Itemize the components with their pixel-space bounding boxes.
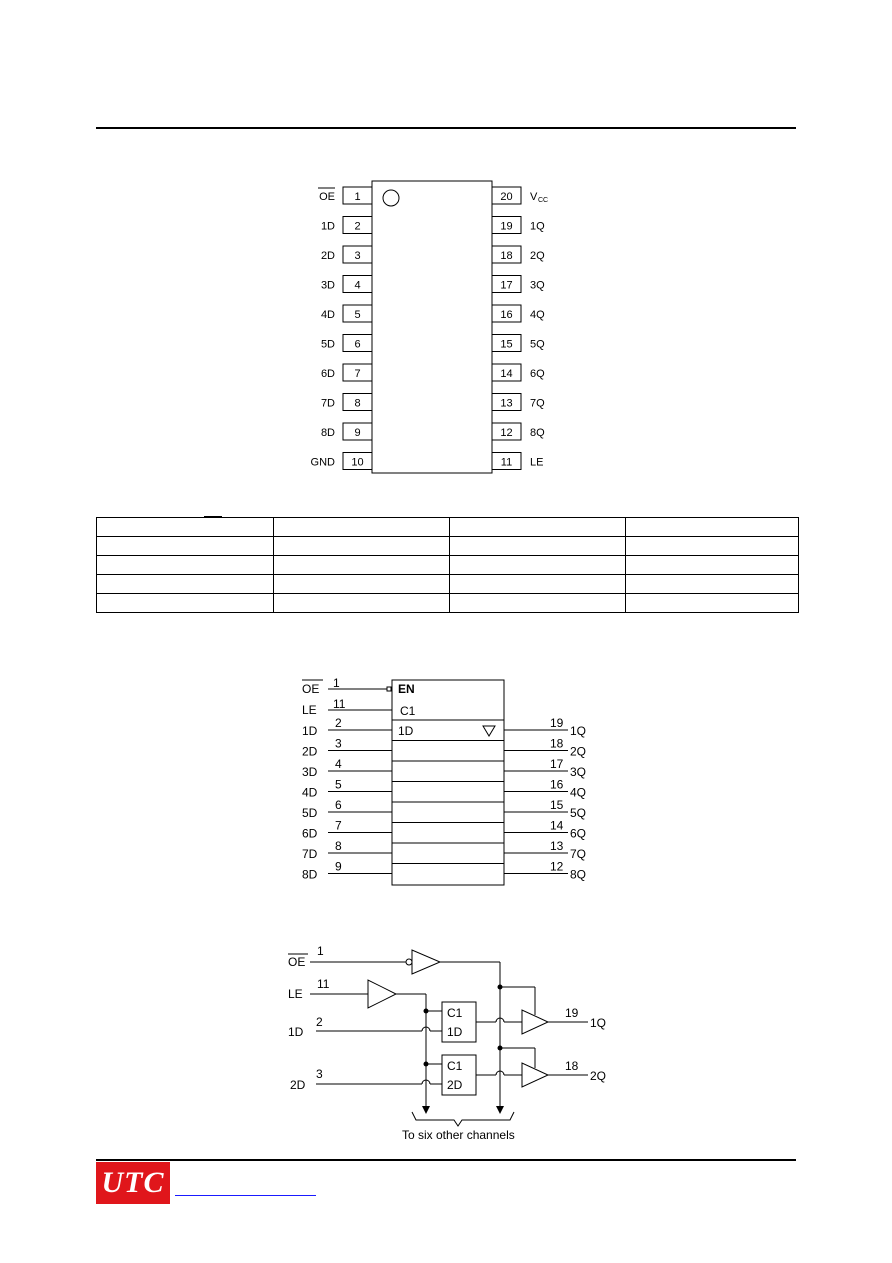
table-cell [450,537,626,556]
table-cell [97,575,274,594]
table-cell [626,575,799,594]
input-label: 4D [302,785,318,800]
c1-label: C1 [400,704,416,718]
pin-label: 5D [320,338,335,351]
input-pin-number: 9 [335,859,342,874]
pin-number: 19 [500,220,513,233]
input-pin-number: 3 [335,736,342,751]
footer-link-underline[interactable] [175,1195,316,1197]
le-pin-number: 11 [333,697,346,711]
table-row [97,556,799,575]
oe-pin-number: 1 [317,944,324,958]
output-pin-number: 18 [550,736,564,751]
channels-bracket [412,1112,514,1126]
input-label: 5D [302,806,318,820]
input-pin-number: 4 [335,757,342,771]
pin-number: 17 [500,279,513,292]
logic-symbol-diagram [290,672,600,892]
pin-number: 4 [354,279,361,292]
pin-label: 6Q [530,368,545,380]
table-cell [274,537,450,556]
pin-label: 7Q [530,397,545,410]
footer-rule [96,1159,796,1161]
table-row [97,594,799,613]
pin-label: 5Q [530,338,545,351]
input-pin-number: 8 [335,839,342,853]
pin-number: 12 [500,427,513,439]
table-row [97,518,799,537]
pin-label: 2D [320,250,335,262]
pin-label: 1D [320,220,335,233]
pin-label: V [530,191,538,203]
input-1d-pin-number: 2 [316,1015,323,1029]
pin-number: 20 [500,191,513,203]
table-cell [97,518,274,537]
output-pin-number: 14 [550,818,564,833]
pin-label: 3D [320,279,335,292]
output-label: 8Q [570,867,587,882]
output-pin-number: 16 [550,777,564,792]
pin-number: 8 [354,397,361,410]
arrow-down-icon [422,1106,430,1114]
pin-number: 16 [500,309,513,321]
table-cell [450,594,626,613]
pin-label: 8Q [530,427,545,439]
latch-1-c1-label: C1 [447,1006,463,1020]
table-cell [274,594,450,613]
le-buffer-icon [368,980,396,1008]
table-cell [97,537,274,556]
table-cell [626,594,799,613]
input-label: 1D [302,724,318,738]
table-cell [274,556,450,575]
le-pin-number: 11 [317,977,330,991]
pin-number: 5 [354,309,361,321]
pin-number: 11 [500,456,513,469]
le-label: LE [302,703,317,717]
pin-label-subscript: CC [538,197,549,204]
table-cell [626,518,799,537]
pin-label: OE [319,191,335,203]
output-1q-label: 1Q [590,1016,607,1030]
table-cell [626,556,799,575]
output-label: 2Q [570,744,587,759]
pin-label: 2Q [530,250,545,262]
output-label: 4Q [570,785,587,800]
pin1-marker [383,190,399,206]
oe-overbar [204,516,222,517]
table-cell [450,518,626,537]
pin-number: 9 [354,427,361,439]
input-label: 8D [302,867,318,882]
inversion-icon [387,687,391,691]
input-label: 7D [302,847,318,861]
input-pin-number: 5 [335,777,342,792]
table-cell [450,556,626,575]
pin-label: 7D [320,397,335,410]
table-row [97,537,799,556]
oe-pin-number: 1 [333,676,340,690]
pin-number: 6 [354,338,361,351]
output-label: 3Q [570,765,587,779]
channels-caption: To six other channels [402,1128,515,1142]
pin-label: 1Q [530,220,545,233]
pin-label: 4D [320,309,335,321]
output-label: 1Q [570,724,587,738]
pin-label: LE [530,456,544,469]
output-label: 5Q [570,806,587,820]
oe-buffer-icon [412,950,440,974]
input-pin-number: 7 [335,818,342,833]
logic-diagram [280,940,640,1150]
pin-configuration-diagram [290,175,570,480]
header-rule [96,127,796,129]
pin-label: 4Q [530,309,545,321]
oe-label: OE [288,955,306,969]
latch-2-c1-label: C1 [447,1059,463,1073]
utc-logo [96,1162,170,1204]
latch-1-d-label: 1D [447,1025,463,1039]
output-pin-number: 13 [550,839,564,853]
output-pin-number: 17 [550,757,564,771]
table-row [97,575,799,594]
table-cell [450,575,626,594]
pin-label: 8D [320,427,335,439]
latch-2-d-label: 2D [447,1078,463,1092]
input-pin-number: 2 [335,716,342,730]
pin-number: 15 [500,338,513,351]
input-label: 2D [302,744,318,759]
en-label: EN [398,682,415,696]
pin-number: 13 [500,397,513,410]
pin-number: 2 [354,220,361,233]
arrow-down-icon [496,1106,504,1114]
input-1d-label: 1D [288,1025,304,1039]
output-label: 6Q [570,826,587,841]
function-table [96,517,799,613]
le-label: LE [288,987,303,1001]
pin-number: 7 [354,368,361,380]
output-pin-number: 12 [550,859,564,874]
pin-label: 3Q [530,279,545,292]
table-cell [626,537,799,556]
pin-label: 6D [320,368,335,380]
oe-label: OE [302,682,320,696]
pin-number: 3 [354,250,361,262]
output-label: 7Q [570,847,587,861]
pin-number: 18 [500,250,513,262]
pin-number: 10 [351,456,364,469]
d-label: 1D [398,724,414,738]
ic-package-body [372,181,492,473]
input-label: 3D [302,765,318,779]
input-label: 6D [302,826,318,841]
output-pin-number: 15 [550,798,564,812]
table-cell [97,594,274,613]
input-pin-number: 6 [335,798,342,812]
pin-number: 1 [354,191,361,203]
logo-text: UTC [101,1166,165,1199]
table-cell [274,518,450,537]
pin-label: GND [310,456,335,469]
table-cell [97,556,274,575]
output-2q-label: 2Q [590,1069,607,1083]
input-2d-pin-number: 3 [316,1067,323,1081]
output-2-pin-number: 18 [565,1059,579,1073]
input-2d-label: 2D [290,1078,306,1092]
pin-number: 14 [500,368,513,380]
output-pin-number: 19 [550,716,564,730]
output-1-pin-number: 19 [565,1006,579,1020]
table-cell [274,575,450,594]
